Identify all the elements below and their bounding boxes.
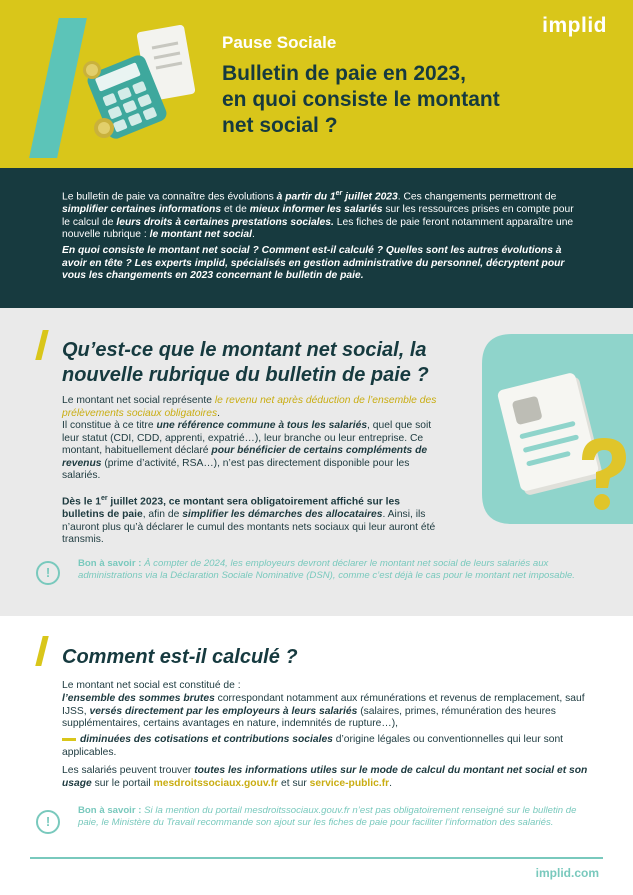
text-run: juillet 2023 <box>342 191 398 203</box>
text-run: Il constitue à ce titre <box>62 420 157 431</box>
section-paragraph <box>62 734 602 759</box>
footer-website-link[interactable]: implid.com <box>535 866 599 880</box>
section-paragraph <box>62 395 442 420</box>
text-run: juillet 2023, ce montant sera obligatoirement affiché sur les bulletins de paie <box>62 496 400 521</box>
intro-section <box>0 168 633 308</box>
text-run: er <box>335 190 343 197</box>
text-run: le revenu net après déduction de l’ensemble des prélèvements sociaux obligatoires <box>62 395 437 419</box>
text-run: (prime d’activité, RSA…), n’est pas directement disponible pour les salariés. <box>62 457 410 482</box>
text-run: . Ainsi, ils n’auront plus qu’à déclarer le cumul des montants nets sociaux qui leur auront été transmis. <box>62 509 436 546</box>
text-run: mesdroitssociaux.gouv.fr <box>153 777 279 789</box>
text-run: (salaires, primes, rémunération des heures supplémentaires, certains avantages en nature, indemnités de rupture…), <box>62 705 556 730</box>
text-run: correspondant notamment aux rémunérations et revenus de remplacement, sauf IJSS, <box>62 693 585 717</box>
text-run: er <box>100 495 108 502</box>
tip-label: Bon à savoir : <box>78 805 142 816</box>
text-run: Les salariés peuvent trouver <box>62 765 195 776</box>
text-run: Le bulletin de paie va connaître des évolutions <box>62 191 277 203</box>
section-slash-marker <box>35 636 48 666</box>
info-exclamation-icon: ! <box>36 561 60 585</box>
text-run: à partir du 1 <box>276 191 336 203</box>
text-run: versés directement par les employeurs à leurs salariés <box>89 705 358 717</box>
section-title-line: Qu’est-ce que le montant net social, la <box>62 339 427 361</box>
text-run: simplifier les démarches des allocataires <box>182 509 383 521</box>
text-run: le montant net social <box>149 229 253 241</box>
tip-label: Bon à savoir : <box>78 558 142 569</box>
title-line: en quoi consiste le montant <box>222 88 500 111</box>
text-run: . <box>389 777 393 789</box>
text-run: Les fiches de paie feront notamment apparaître une nouvelle rubrique : <box>62 216 574 241</box>
kicker-label: Pause Sociale <box>222 33 337 52</box>
text-run: . Ces changements permettront de <box>397 191 557 203</box>
text-run: . <box>217 407 220 419</box>
section-what-is <box>0 308 633 616</box>
section-paragraph: Le montant net social est constitué de : <box>62 680 241 691</box>
footer-divider <box>30 857 603 859</box>
brand-logo: implid <box>542 14 607 37</box>
text-run: . <box>252 229 255 241</box>
text-run: toutes les informations utiles sur le mode de calcul du montant net social et son usage <box>62 765 588 789</box>
text-run: l’ensemble des sommes brutes <box>62 693 215 704</box>
text-run: sur le portail <box>91 777 154 789</box>
text-run: simplifier certaines informations <box>62 204 222 216</box>
intro-paragraph <box>62 188 574 242</box>
text-run: pour bénéficier de certains compléments de revenus <box>62 445 428 469</box>
section-paragraph <box>62 693 602 731</box>
info-exclamation-icon: ! <box>36 810 60 834</box>
text-run: et de <box>221 204 250 216</box>
text-run: Dès le 1 <box>62 496 101 508</box>
page-title <box>222 61 582 139</box>
section-paragraph <box>62 493 442 547</box>
title-line: net social ? <box>222 114 338 137</box>
tip-text: À compter de 2024, les employeurs devront déclarer le montant net social de leurs salariés aux administrations via la Déclaration Sociale Nominative (DSN), comme c’est déjà le cas pour le montant net imposable. <box>78 558 575 581</box>
text-run: sur les ressources prises en compte pour le calcul de <box>62 204 574 228</box>
text-run: mieux informer les salariés <box>249 204 383 216</box>
section-paragraph <box>62 765 602 790</box>
text-run: , afin de <box>142 509 183 521</box>
dash-bullet-icon <box>62 738 76 741</box>
document-question-illustration <box>482 334 633 534</box>
title-line: Bulletin de paie en 2023, <box>222 62 466 85</box>
text-run: service-public.fr <box>309 777 390 789</box>
tip-note <box>78 558 578 582</box>
tip-note <box>78 805 578 829</box>
section-title: Comment est-il calculé ? <box>62 646 298 668</box>
section-paragraph-text <box>62 734 563 758</box>
section-paragraph <box>62 420 442 483</box>
intro-question-paragraph: En quoi consiste le montant net social ? Comment est-il calculé ? Quelles sont les autres évolutions à avoir en tête ? Les experts implid, spécialisés en gestion administrative du personnel, décryptent pour vous les changements en 2023 concernant le bulletin de paie. <box>62 245 565 282</box>
section-title <box>62 338 492 388</box>
section-slash-marker <box>35 330 48 360</box>
tip-text: Si la mention du portail mesdroitssociaux.gouv.fr n’est pas obligatoirement renseigné sur le bulletin de paie, le Ministère du Travail recommande son ajout sur les fiches de paie pour faciliter l’information des salariés. <box>78 805 577 828</box>
calculator-coins-illustration <box>74 10 204 150</box>
text-run: diminuées des cotisations et contributions sociales <box>80 734 333 745</box>
header-banner <box>0 0 633 168</box>
text-run: et sur <box>278 777 310 789</box>
text-run: leurs droits à certaines prestations sociales. <box>116 216 334 228</box>
text-run: , quel que soit leur statut (CDI, CDD, apprenti, expatrié…), leur branche ou leur entreprise. Ce montant, habituellement déclaré <box>62 420 432 457</box>
section-title-line: nouvelle rubrique du bulletin de paie ? <box>62 364 429 386</box>
text-run: une référence commune à tous les salariés <box>156 420 368 431</box>
text-run: d’origine légales ou conventionnelles qui leur sont applicables. <box>62 734 564 758</box>
text-run: Le montant net social représente <box>62 395 215 406</box>
